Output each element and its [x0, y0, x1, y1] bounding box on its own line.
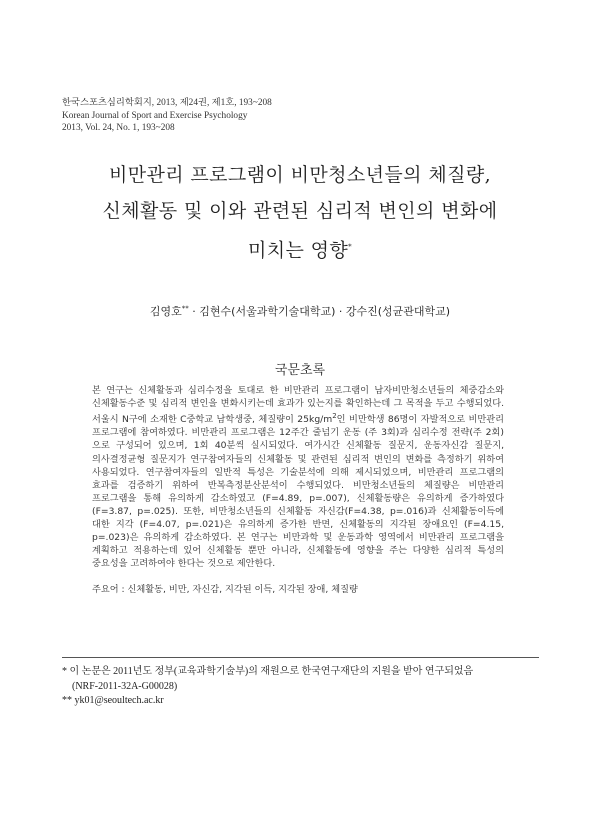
- footnote-1-text: 이 논문은 2011년도 정부(교육과학기술부)의 재원으로 한국연구재단의 지원을 받아 연구되었음: [67, 666, 474, 677]
- footnote-1-grant-number: (NRF-2011-32A-G00028): [72, 680, 178, 692]
- journal-citation: [62, 97, 272, 135]
- title-footnote-mark: *: [348, 243, 353, 251]
- author-1-name: 김영호: [149, 305, 182, 318]
- footnotes: [62, 665, 542, 709]
- title-line-3-text: 미치는 영향: [247, 239, 349, 262]
- title-line-1: 비만관리 프로그램이 비만청소년들의 체질량,: [108, 164, 492, 186]
- title-line-3: [0, 229, 600, 268]
- journal-name-english: Korean Journal of Sport and Exercise Psychology: [62, 110, 248, 121]
- abstract-body: [92, 384, 504, 570]
- footnote-divider: [62, 657, 539, 658]
- journal-volume-info: 2013, Vol. 24, No. 1, 193~208: [62, 123, 175, 134]
- author-list: [0, 303, 600, 319]
- title-line-2: 신체활동 및 이와 관련된 심리적 변인의 변화에: [102, 200, 498, 222]
- footnote-2-mark: **: [62, 695, 72, 706]
- abstract-superscript: 2: [332, 412, 337, 421]
- footnote-1: [62, 665, 542, 680]
- keywords: 주요어 : 신체활동, 비만, 자신감, 지각된 이득, 지각된 장애, 체질량: [92, 584, 358, 595]
- footnote-2-email: yk01@seoultech.ac.kr: [72, 695, 164, 706]
- footnote-2: [62, 694, 542, 709]
- other-authors: · 김현수(서울과학기술대학교) · 강수진(성균관대학교): [188, 305, 451, 318]
- abstract-heading: 국문초록: [274, 363, 326, 378]
- abstract-text-part-2: 인 비만학생 86명이 자발적으로 비만관리 프로그램에 참여하였다. 비만관리 프로그램은 12주간 줄넘기 운동 (주 3회)과 심리수정 전략(주 2회)으로 구성되어 있으며, 1회 40분씩 실시되었다. 여가시간 신체활동 질문지, 운동자신감 질문지, 의사결정균형 질문지가 연구참여자들의 신체활동 및 관련된 심리적 변인의 변화를 측정하기 위하여 사용되었다. 연구참여자들의 일반적 특성은 기술분석에 의해 제시되었으며, 비만관리 프로그램의 효과를 검증하기 위하여 반복측정분산분석이 수행되었다. 비만청소년들의 체질량은 비만관리 프로그램을 통해 유의하게 감소하였고 (F=4.89, p=.007), 신체활동량은 유의하게 증가하였다 (F=3.87, p=.025). 또한, 비만청소년들의 신체활동 자신감(F=4.38, p=.016)과 신체활동이득에 대한 지각 (F=4.07, p=.021)은 유의하게 증가한 반면, 신체활동의 지각된 장애요인 (F=4.15, p=.023)은 유의하게 감소하였다. 본 연구는 비만과학 및 운동과학 영역에서 비만관리 프로그램을 계획하고 적용하는데 있어 신체활동 뿐만 아니라, 신체활동에 영향을 주는 다양한 심리적 특성의 중요성을 고려하여야 한다는 것으로 제안한다.: [92, 414, 505, 570]
- abstract-text-part-1: 본 연구는 신체활동과 심리수정을 토대로 한 비만관리 프로그램이 남자비만청소년들의 체중감소와 신체활동수준 및 심리적 변인을 변화시키는데 효과가 있는지를 확인하는데 그 목적을 두고 수행되었다. 서울시 N구에 소재한 C중학교 남학생중, 체질량이 25kg/m: [92, 385, 504, 426]
- journal-citation-korean: 한국스포츠심리학회지, 2013, 제24권, 제1호, 193~208: [62, 98, 272, 108]
- paper-title: [0, 157, 600, 268]
- author-1-footnote-mark: **: [181, 304, 189, 313]
- footnote-1-mark: *: [62, 666, 67, 677]
